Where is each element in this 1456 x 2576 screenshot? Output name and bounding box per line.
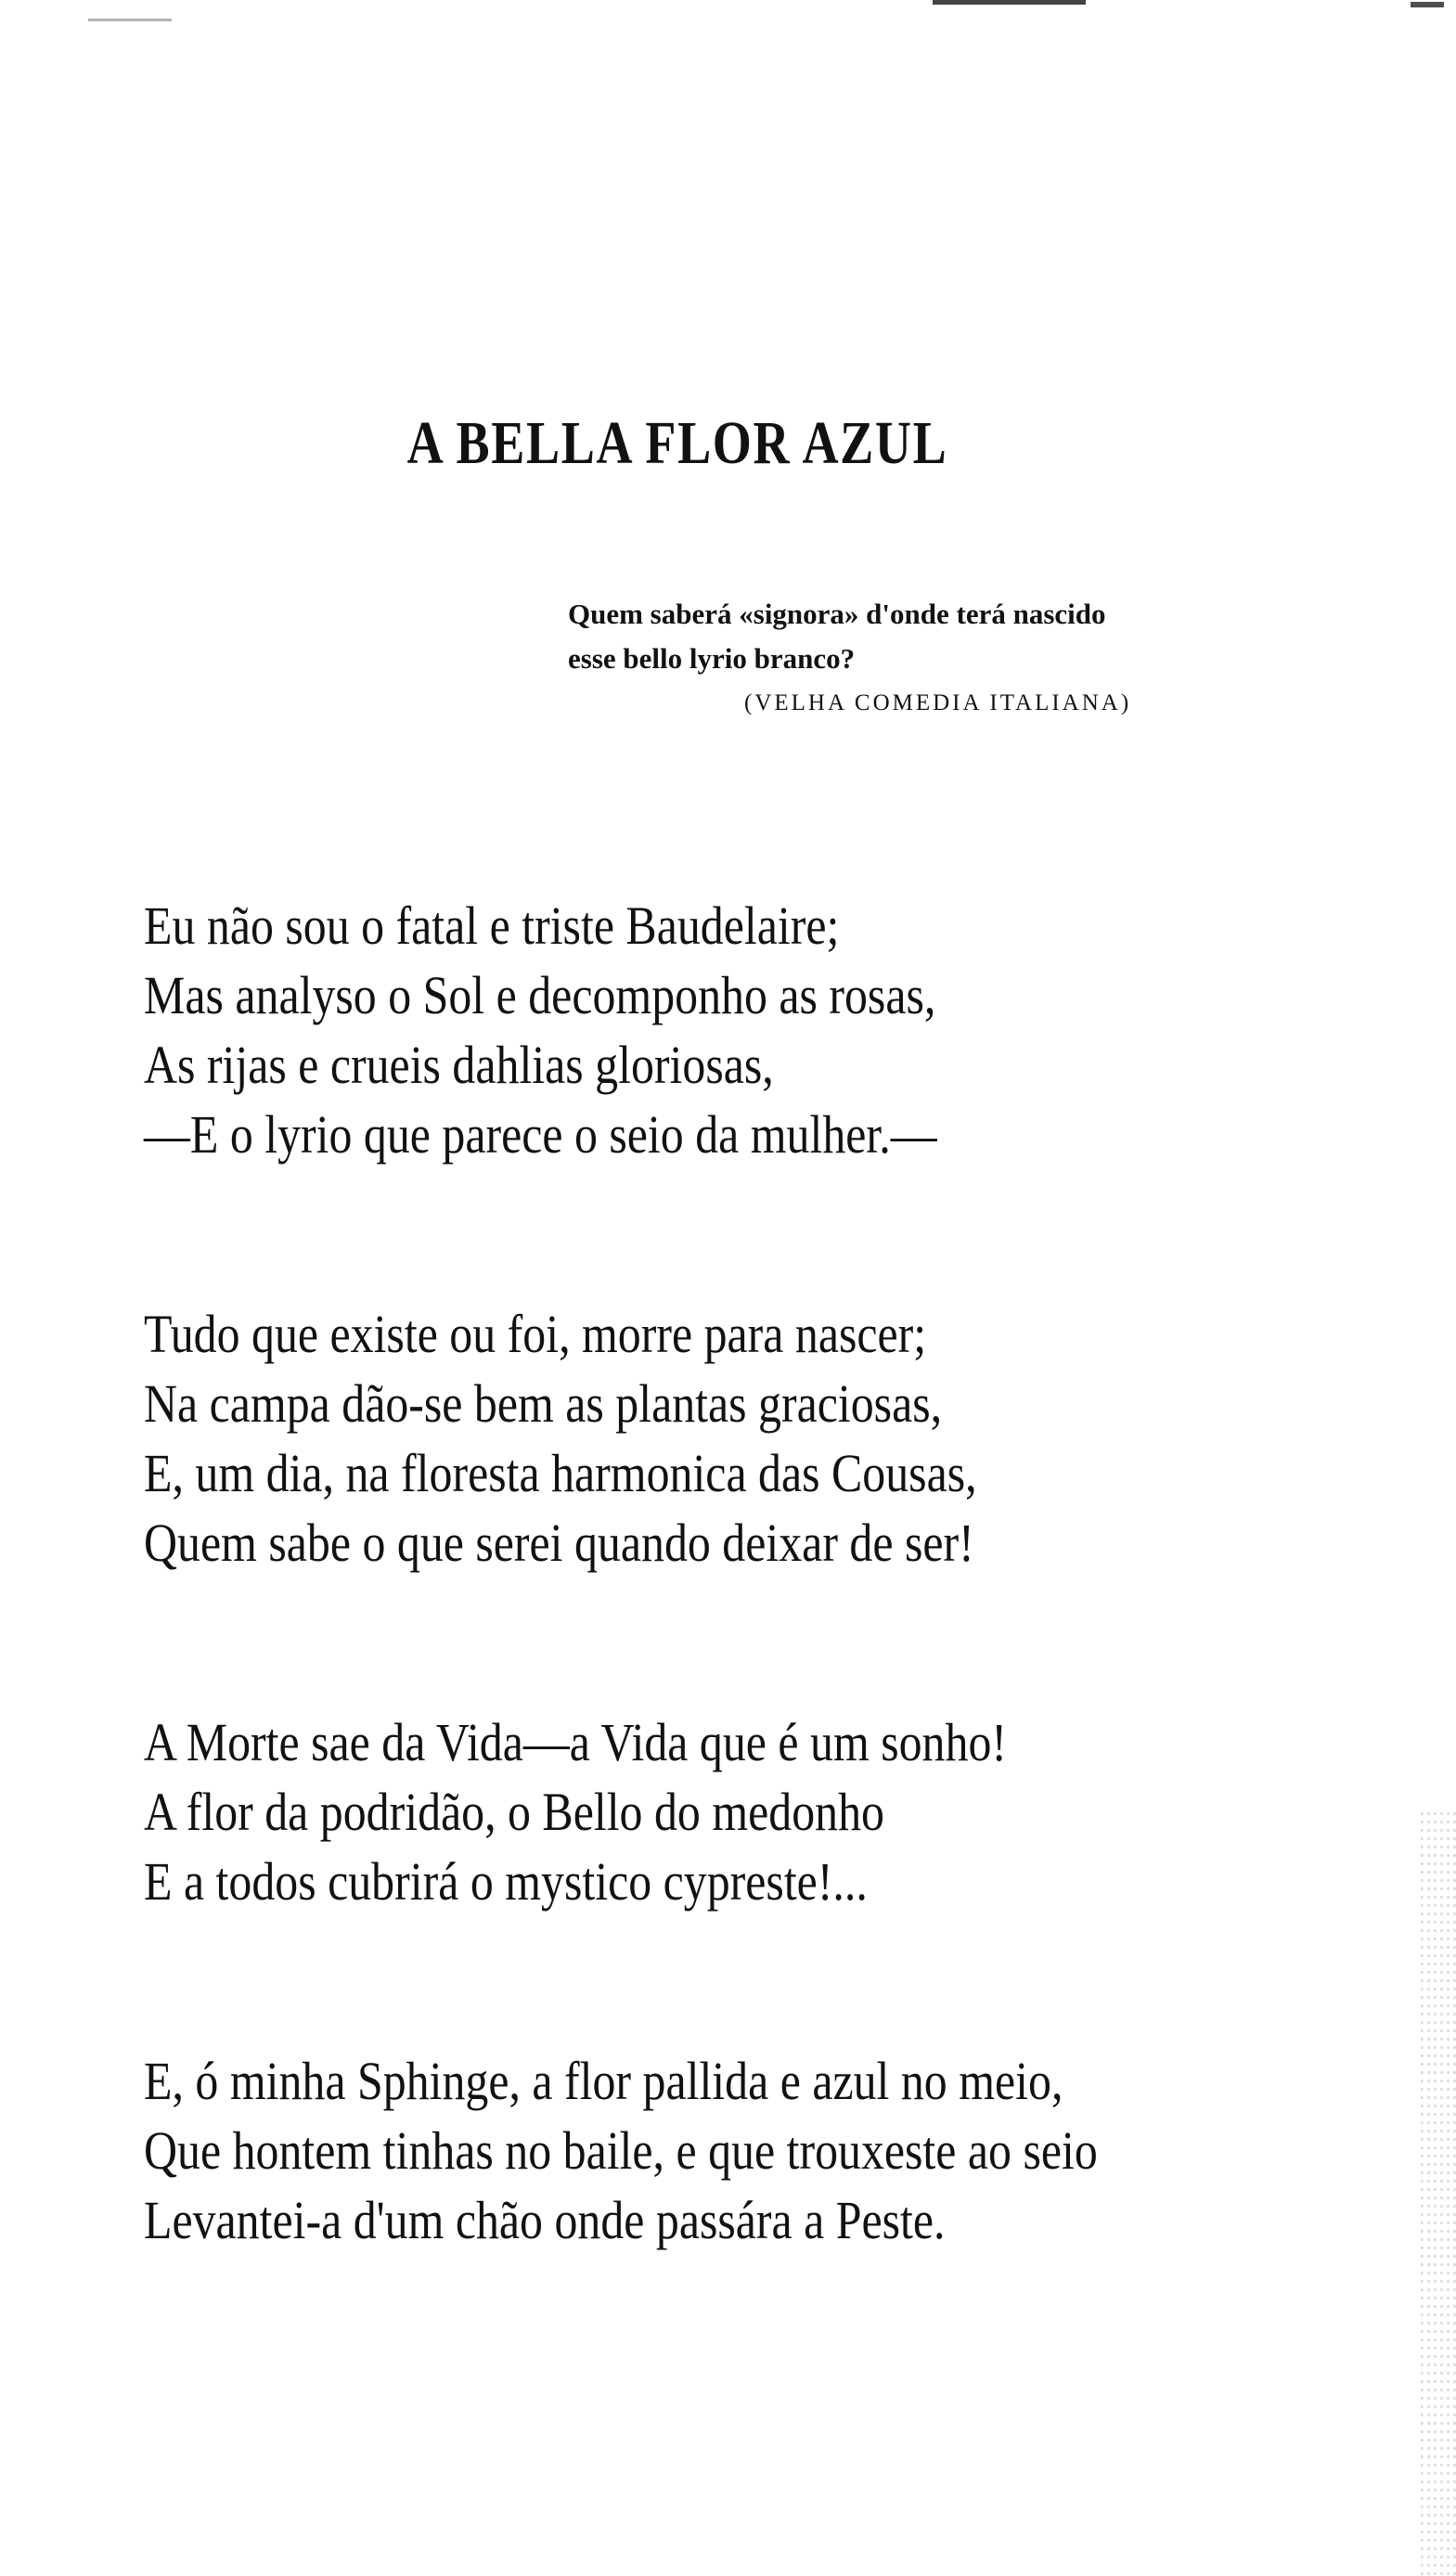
- verse-line: As rijas e crueis dahlias gloriosas,: [144, 1035, 774, 1095]
- scan-artifact: [933, 0, 1086, 5]
- verse-line: E a todos cubrirá o mystico cypreste!...: [144, 1851, 868, 1912]
- poem-body: [144, 891, 1304, 2385]
- stanza-4: [144, 2046, 1304, 2255]
- verse-line: E, um dia, na floresta harmonica das Cousas,: [144, 1443, 977, 1503]
- stanza-2: [144, 1299, 1304, 1578]
- verse-line: A flor da podridão, o Bello do medonho: [144, 1782, 884, 1842]
- verse-line: A Morte sae da Vida—a Vida que é um sonho!: [144, 1712, 1007, 1772]
- verse-line: —E o lyrio que parece o seio da mulher.—: [144, 1104, 937, 1165]
- verse-line: E, ó minha Sphinge, a flor pallida e azul no meio,: [144, 2051, 1063, 2111]
- poem-title: A BELLA FLOR AZUL: [406, 409, 948, 477]
- scan-artifact: [1411, 2, 1444, 7]
- stanza-1: [144, 891, 1304, 1169]
- verse-line: Quem sabe o que serei quando deixar de ser!: [144, 1513, 974, 1573]
- verse-line: Eu não sou o fatal e triste Baudelaire;: [144, 895, 840, 956]
- verse-line: Na campa dão-se bem as plantas graciosas,: [144, 1373, 943, 1434]
- verse-line: Levantei-a d'um chão onde passára a Peste.: [144, 2190, 946, 2250]
- stanza-3: [144, 1707, 1304, 1916]
- epigraph-line: esse bello lyrio branco?: [568, 642, 856, 675]
- epigraph-attribution: (VELHA COMEDIA ITALIANA): [744, 690, 1132, 715]
- verse-line: Tudo que existe ou foi, morre para nascer;: [144, 1304, 927, 1364]
- epigraph: [568, 592, 1218, 726]
- scan-artifact: [88, 19, 172, 21]
- verse-line: Mas analyso o Sol e decomponho as rosas,: [144, 965, 936, 1025]
- verse-line: Que hontem tinhas no baile, e que trouxeste ao seio: [144, 2120, 1098, 2181]
- epigraph-line: Quem saberá «signora» d'onde terá nascido: [568, 598, 1106, 630]
- page-edge-noise: [1419, 1810, 1456, 2576]
